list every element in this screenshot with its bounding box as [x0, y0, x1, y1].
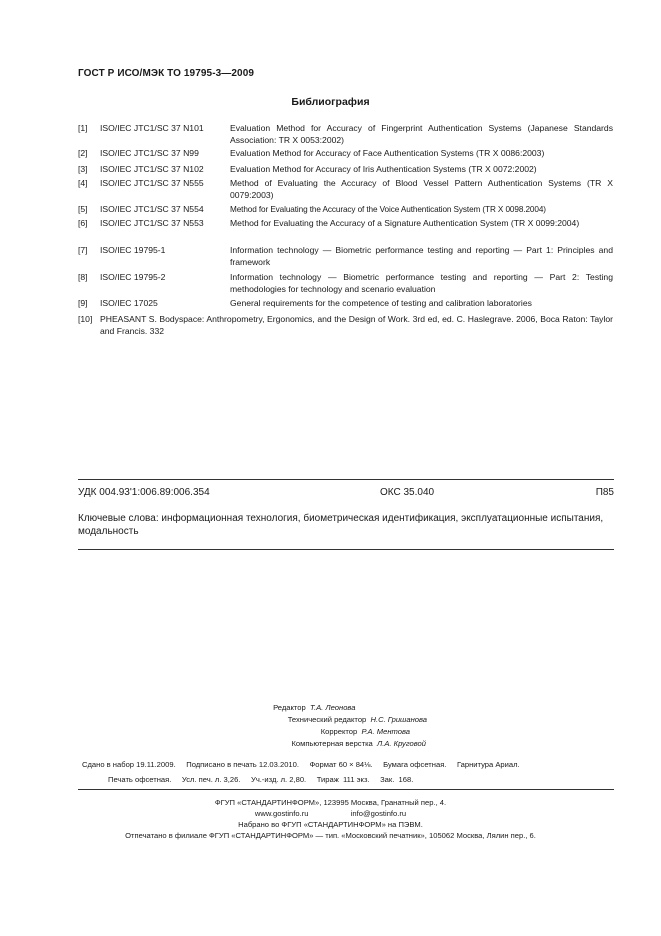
- reference-text: Evaluation Method for Accuracy of Face Authentication Systems (TR X 0086:2003): [230, 148, 545, 158]
- oks-code: ОКС 35.040: [380, 487, 435, 498]
- credit-label: Компьютерная верстка: [291, 739, 373, 748]
- reference-text: Information technology — Biometric performance testing and reporting — Part 1: Principles and framework: [230, 245, 613, 267]
- reference-number: [1]: [78, 123, 88, 133]
- reference-number: [7]: [78, 245, 88, 255]
- publisher-line: Набрано во ФГУП «СТАНДАРТИНФОРМ» на ПЭВМ.: [238, 820, 423, 829]
- reference-item: [78, 123, 613, 147]
- credit-line: [0, 703, 372, 712]
- reference-text: Method for Evaluating the Accuracy of the Voice Authentication System (TR X 0098.2004): [230, 205, 546, 214]
- reference-code: ISO/IEC JTC1/SC 37 N555: [100, 178, 204, 188]
- reference-code: ISO/IEC 19795-1: [100, 245, 166, 255]
- classification-code: П85: [595, 487, 614, 498]
- divider: [78, 549, 614, 550]
- divider: [78, 479, 614, 480]
- publisher-contacts: [0, 809, 661, 818]
- reference-number: [5]: [78, 204, 88, 214]
- credit-name: Л.А. Круговой: [377, 739, 426, 748]
- print-info-line: Печать офсетная. Усл. печ. л. 3,26. Уч.-изд. л. 2,80. Тираж 111 экз. Зак. 168.: [108, 775, 414, 784]
- credit-label: Корректор: [320, 727, 358, 736]
- reference-item: [78, 245, 613, 269]
- reference-item: [78, 298, 613, 310]
- reference-item: [78, 204, 613, 216]
- reference-text: Method of Evaluating the Accuracy of Blood Vessel Pattern Authentication Systems (TR X 0079:2003): [230, 178, 613, 200]
- reference-code: ISO/IEC JTC1/SC 37 N102: [100, 164, 204, 174]
- reference-item: [78, 178, 613, 202]
- credit-line: [0, 727, 410, 736]
- publisher-line: Отпечатано в филиале ФГУП «СТАНДАРТИНФОРМ» — тип. «Московский печатник», 105062 Москва, Лялин пер., 6.: [125, 831, 536, 840]
- reference-text: PHEASANT S. Bodyspace: Anthropometry, Ergonomics, and the Design of Work. 3rd ed, ed. C. Haslegrave. 2006, Boca Raton: Taylor and Francis. 332: [100, 314, 613, 336]
- credit-line: [0, 739, 426, 748]
- bibliography-title: Библиография: [291, 96, 370, 108]
- reference-item: [78, 218, 613, 242]
- reference-code: ISO/IEC JTC1/SC 37 N101: [100, 123, 204, 133]
- reference-number: [3]: [78, 164, 88, 174]
- reference-number: [4]: [78, 178, 88, 188]
- reference-number: [2]: [78, 148, 88, 158]
- credit-label: Технический редактор: [287, 715, 367, 724]
- reference-number: [10]: [78, 314, 93, 324]
- reference-item: [78, 314, 613, 338]
- reference-code: ISO/IEC 19795-2: [100, 272, 166, 282]
- document-code: ГОСТ Р ИСО/МЭК ТО 19795-3—2009: [78, 68, 255, 79]
- print-info-line: Сдано в набор 19.11.2009. Подписано в печать 12.03.2010. Формат 60 × 84⅛. Бумага офсетная. Гарнитура Ариал.: [82, 760, 520, 769]
- reference-number: [8]: [78, 272, 88, 282]
- reference-text: Evaluation Method for Accuracy of Iris Authentication Systems (TR X 0072:2002): [230, 164, 537, 174]
- reference-text: Evaluation Method for Accuracy of Fingerprint Authentication Systems (Japanese Standards Association: TR X 0053:2002): [230, 123, 613, 145]
- udc-code: УДК 004.93'1:006.89:006.354: [78, 487, 210, 498]
- credit-name: Н.С. Гришанова: [370, 715, 427, 724]
- publisher-line: ФГУП «СТАНДАРТИНФОРМ», 123995 Москва, Гранатный пер., 4.: [214, 798, 447, 807]
- credit-label: Редактор: [273, 703, 306, 712]
- credit-name: Т.А. Леонова: [310, 703, 356, 712]
- reference-number: [6]: [78, 218, 88, 228]
- reference-code: ISO/IEC JTC1/SC 37 N99: [100, 148, 199, 158]
- reference-text: General requirements for the competence of testing and calibration laboratories: [230, 298, 532, 308]
- credit-name: Р.А. Ментова: [361, 727, 410, 736]
- reference-item: [78, 272, 613, 296]
- reference-text: Information technology — Biometric performance testing and reporting — Part 2: Testing methodologies for technology and scenario evaluation: [230, 272, 613, 294]
- reference-item: [78, 148, 613, 160]
- reference-code: ISO/IEC JTC1/SC 37 N553: [100, 218, 204, 228]
- publisher-email-link[interactable]: info@gostinfo.ru: [350, 809, 407, 818]
- keywords: Ключевые слова: информационная технология, биометрическая идентификация, эксплуатационные испытания, модальность: [78, 513, 604, 537]
- reference-text: Method for Evaluating the Accuracy of a Signature Authentication System (TR X 0099:2004): [230, 218, 580, 228]
- publisher-site-link[interactable]: www.gostinfo.ru: [254, 809, 309, 818]
- reference-number: [9]: [78, 298, 88, 308]
- reference-item: [78, 164, 613, 176]
- reference-code: ISO/IEC 17025: [100, 298, 158, 308]
- reference-code: ISO/IEC JTC1/SC 37 N554: [100, 204, 204, 214]
- credit-line: [0, 715, 427, 724]
- divider: [78, 789, 614, 790]
